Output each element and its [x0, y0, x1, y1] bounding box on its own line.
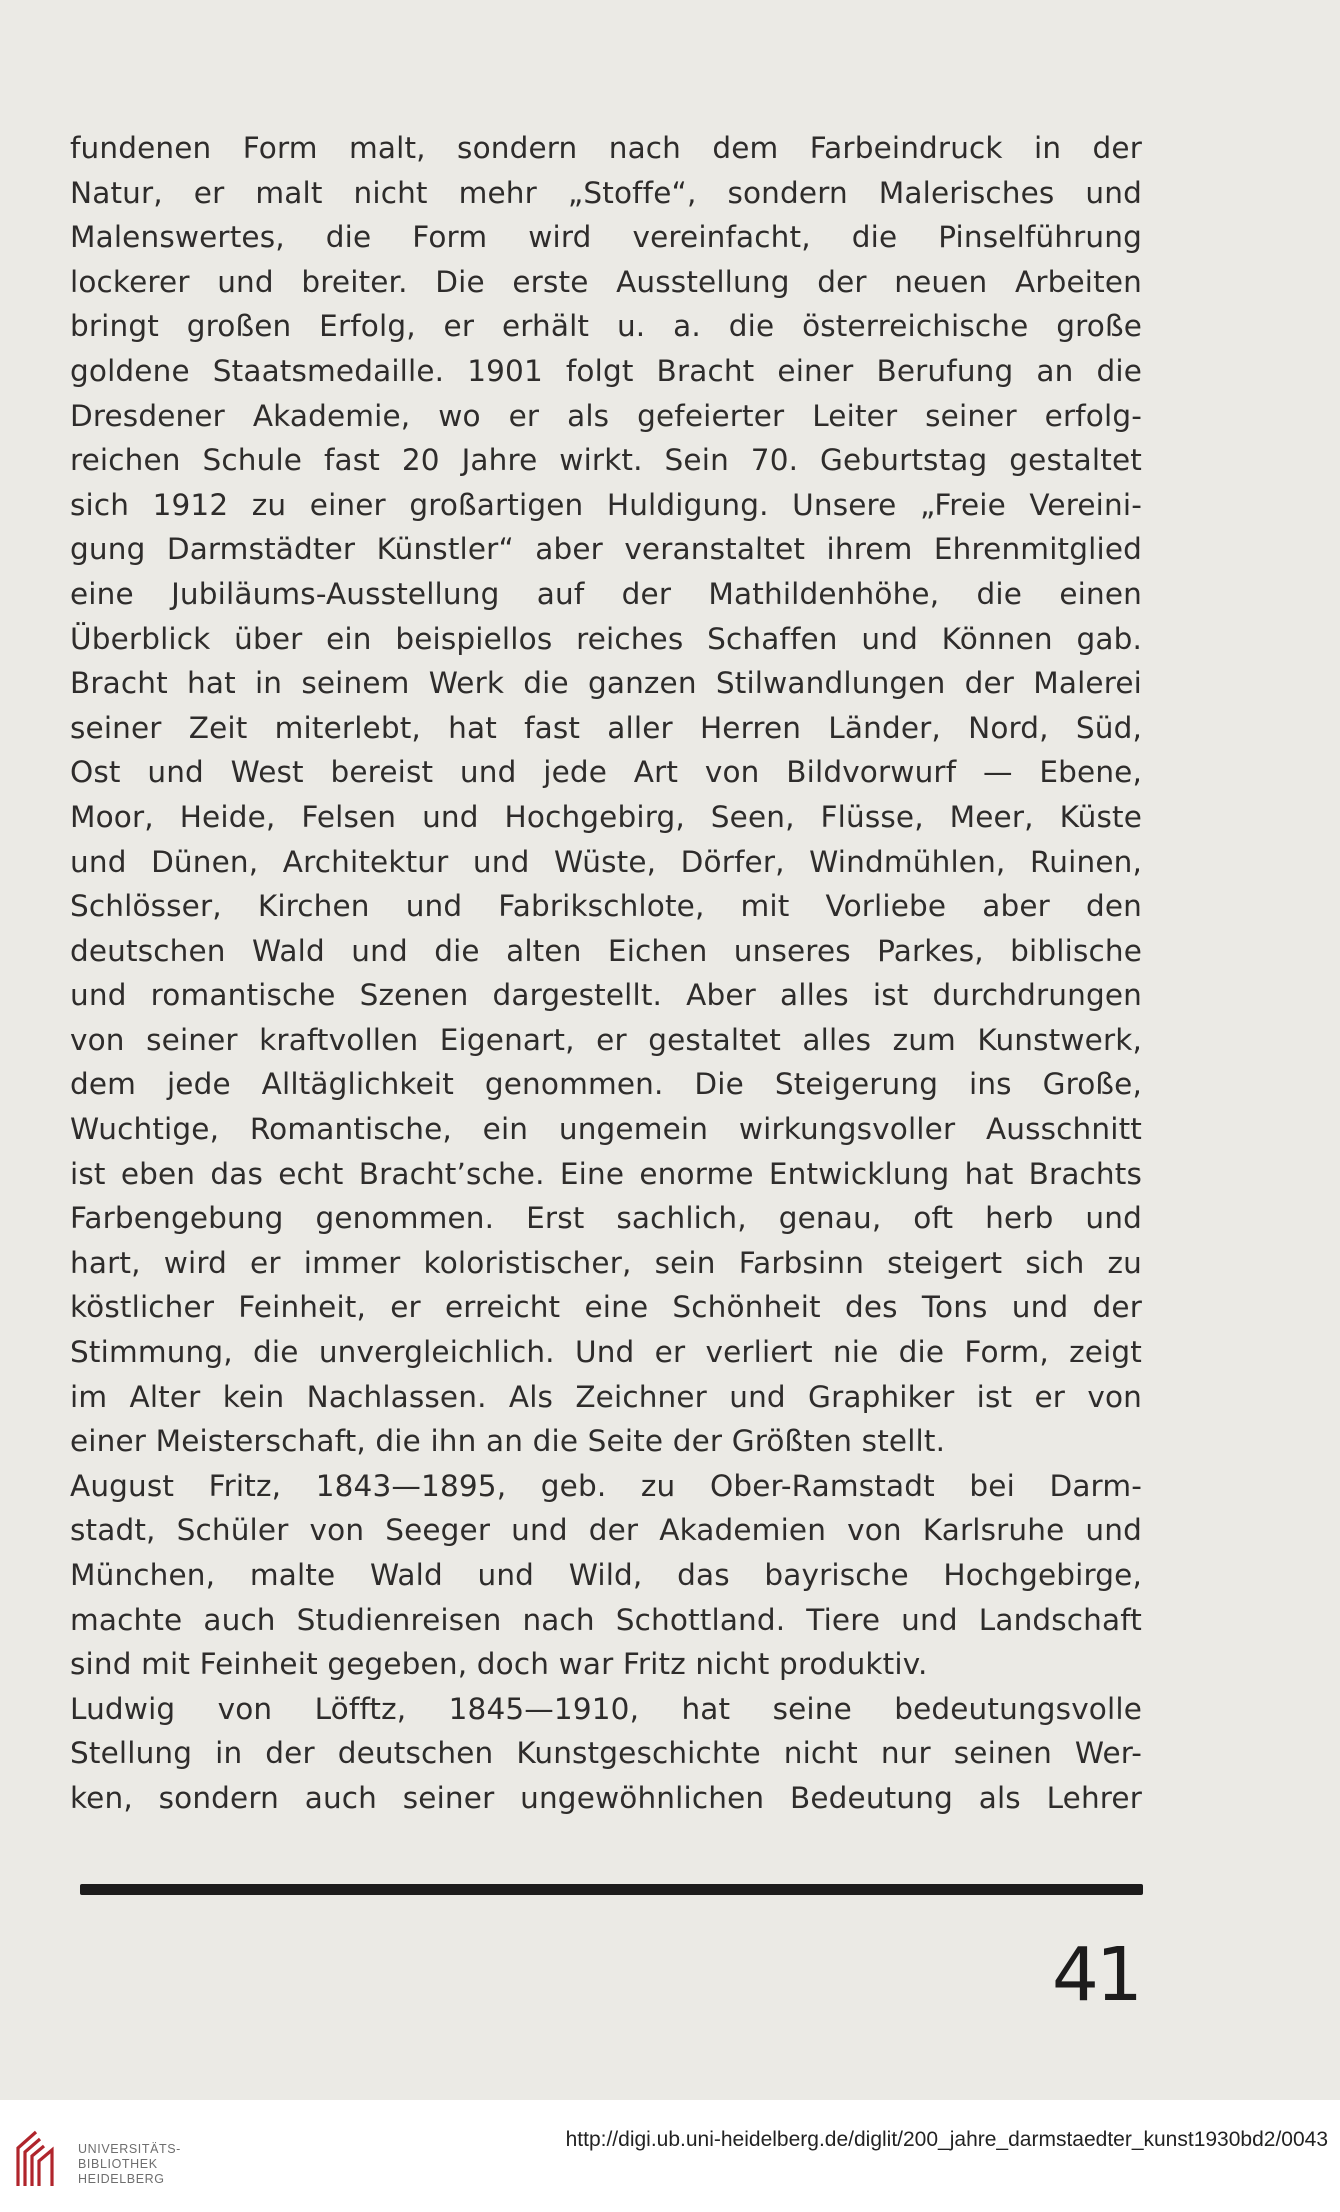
- text-line: und romantische Szenen dargestellt. Aber alles ist durchdrungen: [70, 978, 1142, 1013]
- page-number: 41: [1051, 1932, 1140, 2018]
- text-line: ist eben das echt Bracht’sche. Eine enorme Entwicklung hat Brachts: [70, 1156, 1142, 1191]
- text-line: Farbengebung genommen. Erst sachlich, genau, oft herb und: [70, 1201, 1142, 1236]
- text-line: August Fritz, 1843—1895, geb. zu Ober-Ramstadt bei Darm-: [70, 1468, 1142, 1503]
- viewer-footer: [0, 2100, 1340, 2212]
- text-line: Schlösser, Kirchen und Fabrikschlote, mit Vorliebe aber den: [70, 889, 1142, 924]
- text-line: eine Jubiläums-Ausstellung auf der Mathildenhöhe, die einen: [70, 576, 1142, 611]
- text-line: machte auch Studienreisen nach Schottland. Tiere und Landschaft: [70, 1602, 1142, 1637]
- text-line: hart, wird er immer koloristischer, sein Farbsinn steigert sich zu: [70, 1245, 1142, 1280]
- text-line: gung Darmstädter Künstler“ aber veranstaltet ihrem Ehrenmitglied: [70, 532, 1142, 567]
- library-name: [78, 2142, 181, 2187]
- text-line: im Alter kein Nachlassen. Als Zeichner und Graphiker ist er von: [70, 1379, 1142, 1414]
- library-line: BIBLIOTHEK: [78, 2157, 158, 2171]
- text-line: fundenen Form malt, sondern nach dem Farbeindruck in der: [70, 131, 1142, 165]
- text-line: stadt, Schüler von Seeger und der Akademien von Karlsruhe und: [70, 1513, 1142, 1548]
- text-line: bringt großen Erfolg, er erhält u. a. die österreichische große: [70, 309, 1142, 344]
- text-line: ken, sondern auch seiner ungewöhnlichen Bedeutung als Lehrer: [70, 1780, 1142, 1815]
- source-url-link[interactable]: http://digi.ub.uni-heidelberg.de/diglit/200_jahre_darmstaedter_kunst1930bd2/0043: [565, 2128, 1328, 2151]
- text-line: sind mit Feinheit gegeben, doch war Fritz nicht produktiv.: [70, 1647, 928, 1682]
- text-line: reichen Schule fast 20 Jahre wirkt. Sein 70. Geburtstag gestaltet: [70, 443, 1142, 478]
- text-line: seiner Zeit miterlebt, hat fast aller Herren Länder, Nord, Süd,: [70, 710, 1142, 745]
- text-line: Malenswertes, die Form wird vereinfacht, die Pinselführung: [70, 220, 1142, 255]
- text-line: von seiner kraftvollen Eigenart, er gestaltet alles zum Kunstwerk,: [70, 1022, 1142, 1057]
- text-line: deutschen Wald und die alten Eichen unseres Parkes, biblische: [70, 933, 1142, 968]
- text-line: München, malte Wald und Wild, das bayrische Hochgebirge,: [70, 1558, 1142, 1592]
- text-line: Natur, er malt nicht mehr „Stoffe“, sondern Malerisches und: [70, 175, 1142, 210]
- library-logo-icon: [12, 2128, 60, 2188]
- text-line: sich 1912 zu einer großartigen Huldigung. Unsere „Freie Vereini-: [70, 487, 1142, 522]
- library-line: UNIVERSITÄTS-: [78, 2142, 181, 2156]
- text-line: Stimmung, die unvergleichlich. Und er verliert nie die Form, zeigt: [70, 1335, 1142, 1370]
- text-line: Überblick über ein beispiellos reiches Schaffen und Können gab.: [70, 621, 1142, 656]
- text-line: Moor, Heide, Felsen und Hochgebirg, Seen, Flüsse, Meer, Küste: [70, 799, 1142, 834]
- library-line: HEIDELBERG: [78, 2172, 165, 2186]
- text-line: dem jede Alltäglichkeit genommen. Die Steigerung ins Große,: [70, 1067, 1142, 1102]
- text-line: Stellung in der deutschen Kunstgeschichte nicht nur seinen Wer-: [70, 1736, 1142, 1771]
- text-line: Ost und West bereist und jede Art von Bildvorwurf — Ebene,: [70, 755, 1142, 790]
- text-line: Bracht hat in seinem Werk die ganzen Stilwandlungen der Malerei: [70, 666, 1142, 701]
- text-line: Dresdener Akademie, wo er als gefeierter Leiter seiner erfolg-: [70, 398, 1142, 433]
- text-line: lockerer und breiter. Die erste Ausstellung der neuen Arbeiten: [70, 264, 1142, 299]
- text-line: Wuchtige, Romantische, ein ungemein wirkungsvoller Ausschnitt: [70, 1112, 1142, 1147]
- body-text: [70, 126, 1142, 1821]
- text-line: einer Meisterschaft, die ihn an die Seite der Größten stellt.: [70, 1424, 946, 1459]
- text-line: und Dünen, Architektur und Wüste, Dörfer, Windmühlen, Ruinen,: [70, 844, 1142, 879]
- footer-rule: [80, 1884, 1143, 1895]
- text-line: köstlicher Feinheit, er erreicht eine Schönheit des Tons und der: [70, 1290, 1142, 1325]
- text-line: goldene Staatsmedaille. 1901 folgt Bracht einer Berufung an die: [70, 353, 1142, 388]
- text-line: Ludwig von Löfftz, 1845—1910, hat seine bedeutungsvolle: [70, 1691, 1142, 1726]
